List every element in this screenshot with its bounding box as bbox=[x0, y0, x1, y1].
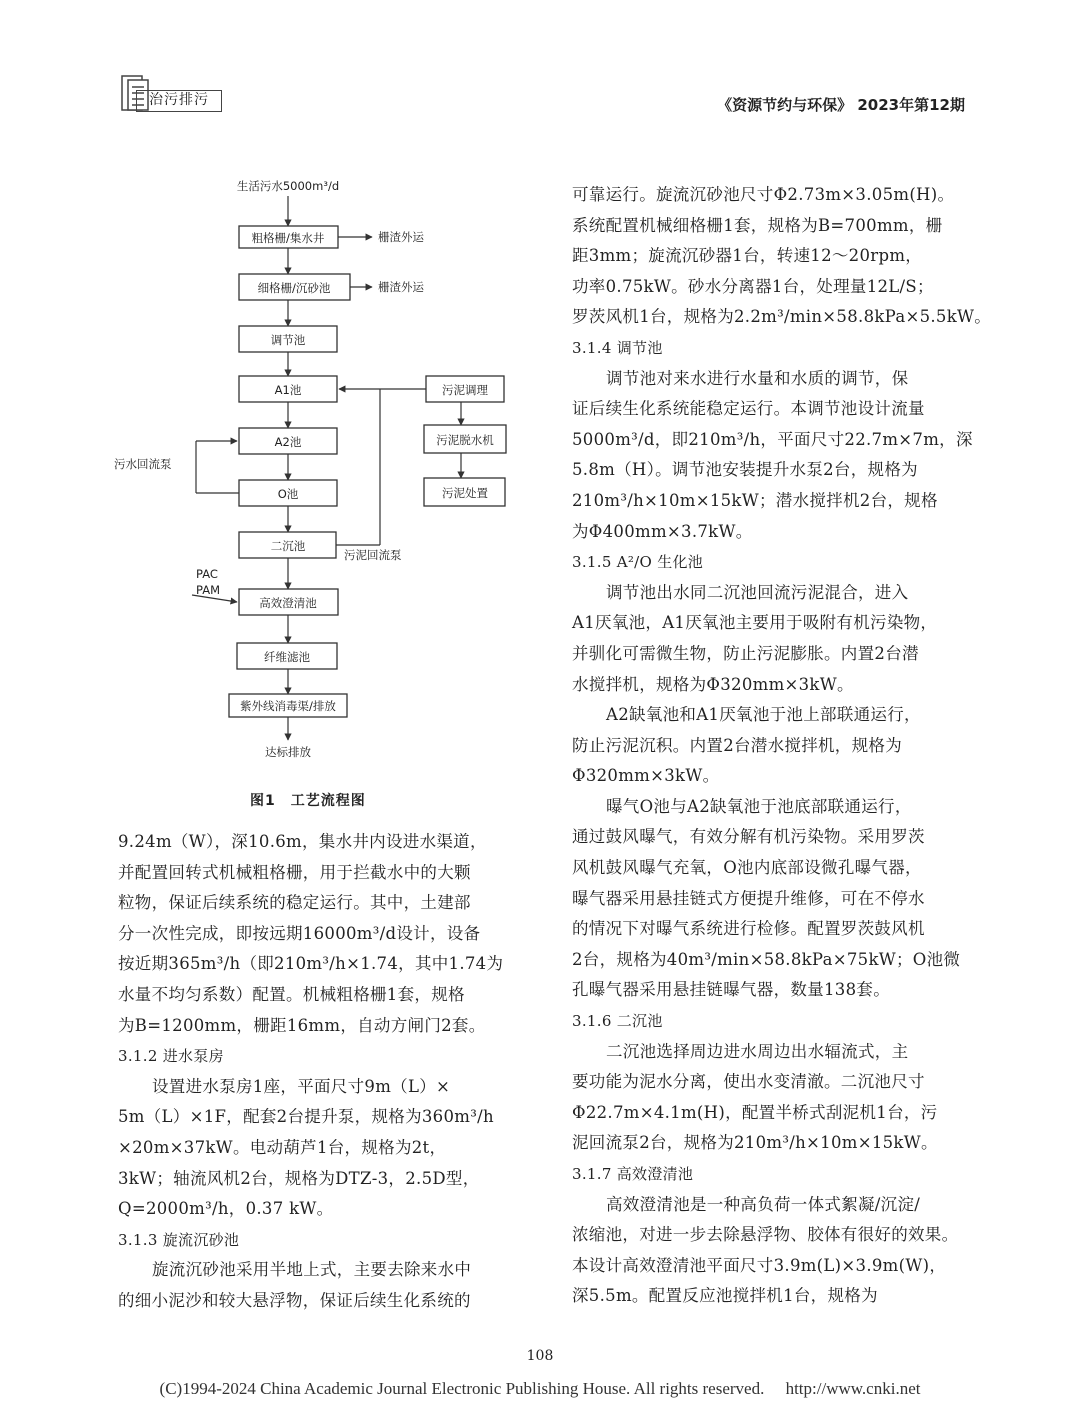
text-line: 为Φ400mm×3.7kW。 bbox=[572, 521, 753, 541]
text-line: 二沉池选择周边进水周边出水辐流式，主 bbox=[606, 1041, 909, 1061]
text-line: A2缺氧池和A1厌氧池于池上部联通运行， bbox=[606, 705, 921, 725]
text-line: 分一次性完成，即按远期16000m³/d设计，设备 bbox=[118, 923, 481, 943]
text-line: 孔曝气器采用悬挂链曝气器，数量138套。 bbox=[572, 980, 890, 1000]
text-line: 2台，规格为40m³/min×58.8kPa×75kW；O池微 bbox=[572, 949, 961, 969]
process-flow-diagram bbox=[100, 170, 520, 770]
text-line: 系统配置机械细格栅1套，规格为B=700mm，栅 bbox=[572, 215, 943, 235]
text-line: ×20m×37kW。电动葫芦1台，规格为2t， bbox=[118, 1137, 447, 1157]
text-line: 水量不均匀系数）配置。机械粗格栅1套，规格 bbox=[118, 984, 465, 1004]
text-line: 的情况下对曝气系统进行检修。配置罗茨鼓风机 bbox=[572, 919, 925, 939]
section-heading: 3.1.7 高效澄清池 bbox=[572, 1165, 694, 1183]
side-output-label: 栅渣外运 bbox=[378, 280, 424, 294]
text-line: 可靠运行。旋流沉砂池尺寸Φ2.73m×3.05m(H)。 bbox=[572, 185, 955, 204]
text-line: 5m（L）×1F，配套2台提升泵，规格为360m³/h bbox=[118, 1107, 494, 1127]
journal-title: 《资源节约与环保》 2023年第12期 bbox=[717, 96, 965, 114]
text-line: 5000m³/d，即210m³/h，平面尺寸22.7m×7m，深 bbox=[572, 429, 973, 449]
text-line: 曝气O池与A2缺氧池于池底部联通运行， bbox=[606, 796, 912, 816]
section-logo bbox=[118, 74, 224, 114]
text-line: 3kW；轴流风机2台，规格为DTZ-3，2.5D型， bbox=[118, 1168, 480, 1188]
copyright-footer: (C)1994-2024 China Academic Journal Electronic Publishing House. All rights reserved. http://www.cnki.net bbox=[159, 1379, 921, 1398]
section-heading: 3.1.2 进水泵房 bbox=[118, 1047, 224, 1066]
text-line: 水搅拌机，规格为Φ320mm×3kW。 bbox=[572, 674, 854, 694]
box-label: 细格栅/沉砂池 bbox=[257, 281, 331, 295]
sludge-box-label: 污泥脱水机 bbox=[436, 433, 494, 447]
left-column bbox=[118, 827, 513, 1317]
box-label: 紫外线消毒渠/排放 bbox=[240, 699, 336, 713]
text-line: Q=2000m³/h，0.37 kW。 bbox=[118, 1199, 334, 1219]
text-line: 罗茨风机1台，规格为2.2m³/min×58.8kPa×5.5kW。 bbox=[572, 307, 992, 327]
text-line: 防止污泥沉积。内置2台潜水搅拌机，规格为 bbox=[572, 735, 902, 755]
section-heading: 3.1.6 二沉池 bbox=[572, 1012, 663, 1031]
text-line: A1厌氧池，A1厌氧池主要用于吸附有机污染物， bbox=[572, 613, 938, 633]
side-output-label: 栅渣外运 bbox=[378, 230, 424, 244]
section-heading: 3.1.4 调节池 bbox=[572, 338, 663, 357]
text-line: Φ22.7m×4.1m(H)，配置半桥式刮泥机1台，污 bbox=[572, 1102, 938, 1122]
section-label: 治污排污 bbox=[136, 90, 222, 112]
right-column bbox=[572, 180, 992, 1312]
box-label: 纤维滤池 bbox=[264, 650, 310, 664]
text-line: 粒物，保证后续系统的稳定运行。其中，土建部 bbox=[118, 893, 471, 913]
text-line: 旋流沉砂池采用半地上式，主要去除来水中 bbox=[152, 1260, 472, 1280]
text-line: 设置进水泵房1座，平面尺寸9m（L）× bbox=[152, 1076, 451, 1096]
pam-label: PAM bbox=[196, 583, 220, 597]
section-heading: 3.1.3 旋流沉砂池 bbox=[118, 1230, 240, 1249]
sludge-box-label: 污泥调理 bbox=[442, 383, 488, 397]
return-pump-label: 污水回流泵 bbox=[114, 457, 172, 471]
final-discharge-label: 达标排放 bbox=[265, 745, 311, 759]
box-label: 粗格栅/集水井 bbox=[251, 231, 325, 245]
figure-caption: 图1 工艺流程图 bbox=[250, 793, 366, 809]
box-label: 高效澄清池 bbox=[259, 596, 317, 610]
page-number: 108 bbox=[526, 1348, 554, 1364]
text-line: 高效澄清池是一种高负荷一体式絮凝/沉淀/ bbox=[606, 1194, 921, 1214]
text-line: 本设计高效澄清池平面尺寸3.9m(L)×3.9m(W)， bbox=[572, 1255, 947, 1275]
text-line: 浓缩池，对进一步去除悬浮物、胶体有很好的效果。 bbox=[572, 1225, 959, 1245]
text-line: 功率0.75kW。砂水分离器1台，处理量12L/S； bbox=[572, 276, 934, 296]
text-line: 调节池对来水进行水量和水质的调节，保 bbox=[606, 368, 909, 388]
box-label: 调节池 bbox=[270, 333, 306, 347]
text-line: 5.8m（H）。调节池安装提升水泵2台，规格为 bbox=[572, 460, 918, 480]
text-line: 证后续生化系统能稳定运行。本调节池设计流量 bbox=[572, 399, 925, 419]
input-label: 生活污水5000m³/d bbox=[236, 179, 340, 193]
text-line: Φ320mm×3kW。 bbox=[572, 766, 720, 786]
pac-label: PAC bbox=[196, 567, 218, 581]
text-line: 并驯化可需微生物，防止污泥膨胀。内置2台潜 bbox=[572, 643, 919, 663]
text-line: 为B=1200mm，栅距16mm，自动方闸门2套。 bbox=[118, 1015, 486, 1035]
box-label: O池 bbox=[277, 487, 299, 501]
text-line: 并配置回转式机械粗格栅，用于拦截水中的大颗 bbox=[118, 862, 471, 882]
text-line: 通过鼓风曝气，有效分解有机污染物。采用罗茨 bbox=[572, 827, 925, 847]
text-line: 泥回流泵2台，规格为210m³/h×10m×15kW。 bbox=[572, 1133, 938, 1153]
text-line: 要功能为泥水分离，使出水变清澈。二沉池尺寸 bbox=[572, 1072, 925, 1092]
text-line: 距3mm；旋流沉砂器1台，转速12～20rpm， bbox=[572, 246, 923, 266]
section-heading: 3.1.5 A²/O 生化池 bbox=[572, 553, 704, 572]
sludge-return-label: 污泥回流泵 bbox=[344, 548, 402, 562]
text-line: 210m³/h×10m×15kW；潜水搅拌机2台，规格 bbox=[572, 490, 938, 510]
box-label: A2池 bbox=[274, 435, 302, 449]
text-line: 风机鼓风曝气充氧，O池内底部设微孔曝气器， bbox=[572, 858, 922, 878]
text-line: 按近期365m³/h（即210m³/h×1.74，其中1.74为 bbox=[118, 954, 504, 974]
text-line: 调节池出水同二沉池回流污泥混合，进入 bbox=[606, 582, 909, 602]
box-label: A1池 bbox=[274, 383, 302, 397]
text-line: 9.24m（W），深10.6m，集水井内设进水渠道， bbox=[118, 832, 487, 851]
text-line: 的细小泥沙和较大悬浮物，保证后续生化系统的 bbox=[118, 1290, 471, 1310]
text-line: 曝气器采用悬挂链式方便提升维修，可在不停水 bbox=[572, 888, 925, 908]
text-line: 深5.5m。配置反应池搅拌机1台，规格为 bbox=[572, 1286, 878, 1306]
sludge-box-label: 污泥处置 bbox=[442, 486, 488, 500]
box-label: 二沉池 bbox=[270, 539, 306, 553]
